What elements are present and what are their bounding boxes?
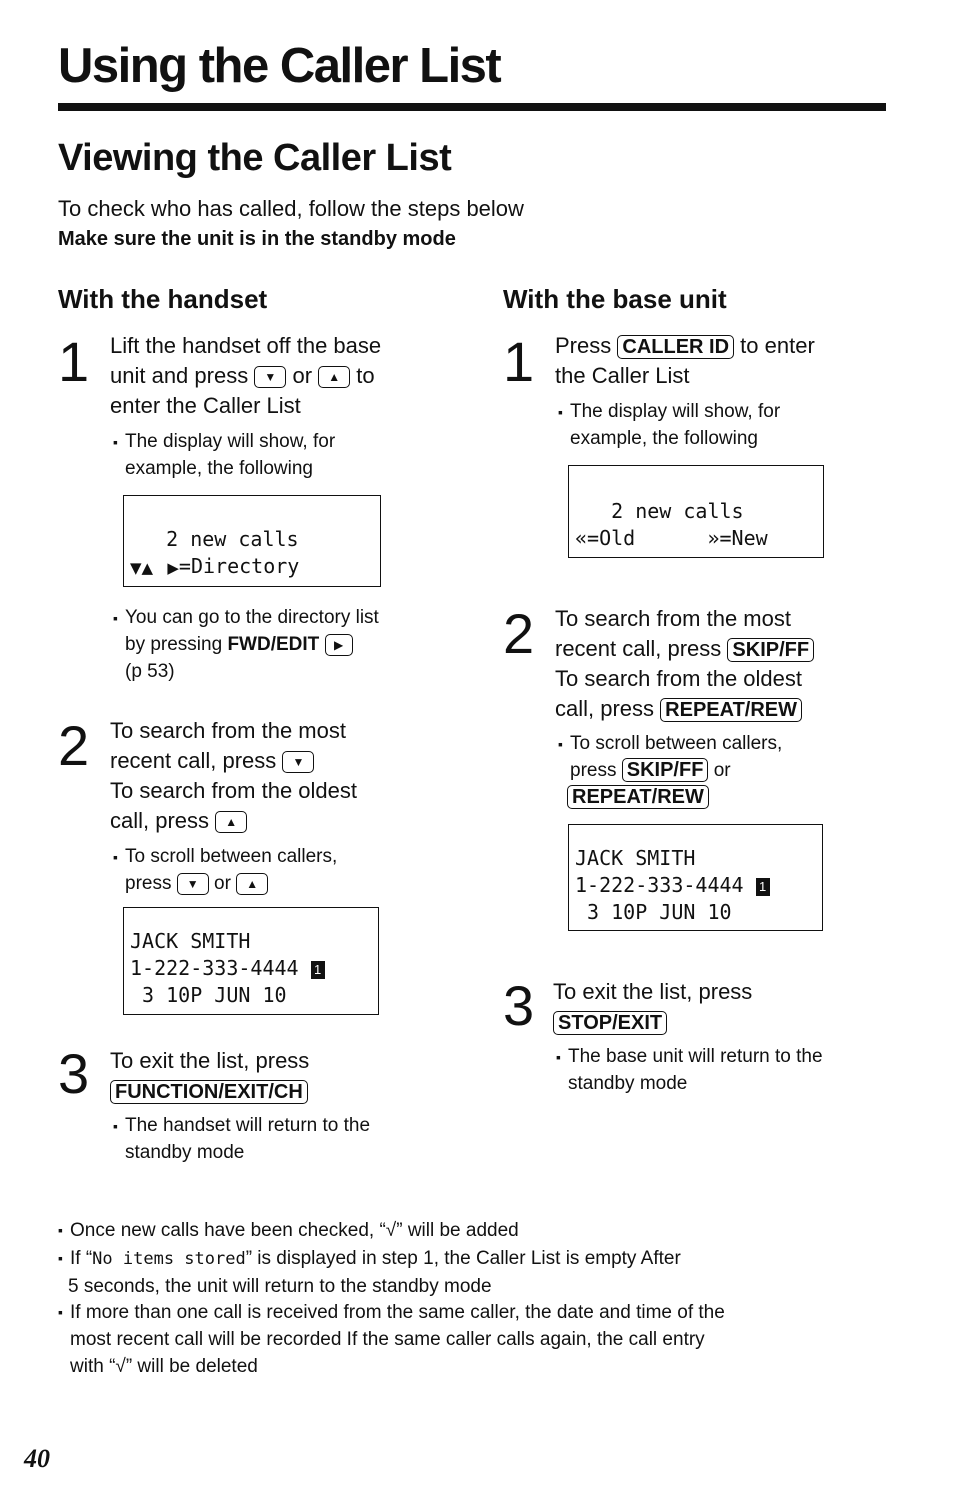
base-step2-line2 <box>555 634 895 664</box>
handset-step3-number: 3 <box>58 1042 90 1105</box>
handset-note2 <box>125 604 379 685</box>
right-arrow-icon: ▶ <box>325 634 353 656</box>
base-note2-or: or <box>713 760 731 781</box>
base-note2-press: press <box>570 760 617 781</box>
handset-step2-line2 <box>110 746 450 776</box>
handset-step1-or: or <box>292 363 313 388</box>
handset-step2-call-press: call, press <box>110 808 210 833</box>
handset-lcd2-name: JACK SMITH <box>130 929 251 953</box>
page-number: 40 <box>24 1444 50 1473</box>
handset-note2-line2 <box>125 631 379 658</box>
down-arrow-icon: ▼ <box>177 873 209 895</box>
no-items-stored-text: No items stored <box>92 1249 246 1269</box>
base-step2-number: 2 <box>503 602 535 665</box>
base-lcd1-line2: «=Old »=New <box>575 526 768 550</box>
handset-step1-press: unit and press <box>110 363 249 388</box>
footnote-same-caller-line1: ▪ If more than one call is received from the same caller, the date and time of the <box>70 1302 725 1323</box>
handset-note2-page-ref: (p 53) <box>125 661 175 682</box>
handset-step2-number: 2 <box>58 714 90 777</box>
handset-display-caller <box>123 907 379 1015</box>
handset-step1-line3: enter the Caller List <box>110 393 301 418</box>
base-lcd1-line1: 2 new calls <box>575 499 744 523</box>
handset-step2-line1: To search from the most <box>110 718 346 743</box>
base-step1-to-enter: to enter <box>740 333 815 358</box>
base-display-new-calls <box>568 465 824 558</box>
base-note2-line1: ▪ To scroll between callers, <box>570 733 783 754</box>
function-exit-ch-key: FUNCTION/EXIT/CH <box>110 1080 308 1104</box>
handset-note3-line2 <box>125 870 337 897</box>
handset-note1-line2: example, the following <box>125 458 313 479</box>
handset-step3-line2 <box>110 1076 450 1106</box>
base-step1-line1 <box>555 331 895 361</box>
handset-step2-line3: To search from the oldest <box>110 778 358 803</box>
footnote-empty-prefix: If “ <box>70 1248 93 1269</box>
footnote-empty-list <box>70 1245 870 1300</box>
down-arrow-icon: ▼ <box>254 366 286 388</box>
handset-step2-press: recent call, press <box>110 748 277 773</box>
handset-lcd2-badge: 1 <box>311 961 325 979</box>
caller-id-key: CALLER ID <box>617 335 734 359</box>
base-step1 <box>555 331 895 391</box>
handset-lcd1-arrows: ▼▲ ▶ <box>130 559 179 577</box>
section-title: Viewing the Caller List <box>58 137 452 179</box>
base-step2 <box>555 604 895 724</box>
handset-step1 <box>110 331 450 421</box>
handset-display-new-calls <box>123 495 381 587</box>
base-step3-line2 <box>553 1007 893 1037</box>
handset-lcd1-line2 <box>130 553 374 582</box>
base-step1-number: 1 <box>503 330 535 393</box>
title-rule <box>58 103 886 111</box>
base-step2-call-press: call, press <box>555 696 655 721</box>
handset-lcd2-number-row <box>130 955 372 982</box>
handset-note3-or: or <box>214 873 231 894</box>
base-lcd2-name: JACK SMITH <box>575 846 696 870</box>
footnote-same-caller-line2: most recent call will be recorded If the same caller calls again, the call entry <box>70 1329 705 1350</box>
base-step3 <box>553 977 893 1037</box>
handset-note3-line1: ▪ To scroll between callers, <box>125 846 338 867</box>
footnote-same-caller <box>70 1299 870 1380</box>
handset-note4-line1: ▪ The handset will return to the <box>125 1115 371 1136</box>
stop-exit-key: STOP/EXIT <box>553 1011 667 1035</box>
footnote-empty-line1 <box>70 1245 870 1273</box>
intro-bold-text: Make sure the unit is in the standby mode <box>58 228 456 250</box>
footnote-checked: ▪ Once new calls have been checked, “√” will be added <box>70 1217 870 1244</box>
base-step3-number: 3 <box>503 974 535 1037</box>
handset-step1-line2 <box>110 361 450 391</box>
intro-text: To check who has called, follow the steps below <box>58 196 524 221</box>
base-step3-line1: To exit the list, press <box>553 979 753 1004</box>
base-step1-line2: the Caller List <box>555 363 690 388</box>
down-arrow-icon: ▼ <box>282 751 314 773</box>
base-note2-line3 <box>567 784 782 811</box>
up-arrow-icon: ▲ <box>318 366 350 388</box>
handset-step1-to: to <box>356 363 375 388</box>
base-lcd2-time: 3 10P JUN 10 <box>575 900 732 924</box>
handset-note2-by-pressing: by pressing <box>125 634 223 655</box>
base-step1-press: Press <box>555 333 612 358</box>
handset-step1-line1: Lift the handset off the base <box>110 333 382 358</box>
base-note1-line1: ▪ The display will show, for <box>570 401 781 422</box>
base-note2-line2 <box>570 757 782 784</box>
base-lcd2-badge: 1 <box>756 878 770 896</box>
handset-step2 <box>110 716 450 836</box>
up-arrow-icon: ▲ <box>215 811 247 833</box>
footnote-same-caller-line3: with “√” will be deleted <box>70 1356 258 1377</box>
base-step2-line1: To search from the most <box>555 606 791 631</box>
handset-lcd1-directory: =Directory <box>178 554 300 578</box>
handset-lcd2-number: 1-222-333-4444 <box>130 956 299 980</box>
up-arrow-icon: ▲ <box>236 873 268 895</box>
handset-note4-line2: standby mode <box>125 1142 245 1163</box>
handset-note3-press: press <box>125 873 172 894</box>
handset-note3 <box>125 843 337 897</box>
handset-note1-line1: ▪ The display will show, for <box>125 431 336 452</box>
handset-heading: With the handset <box>58 284 268 314</box>
handset-note1 <box>125 428 335 482</box>
handset-note4 <box>125 1112 370 1166</box>
footnote-empty-line2: 5 seconds, the unit will return to the standby mode <box>68 1276 492 1297</box>
base-lcd2-number: 1-222-333-4444 <box>575 873 744 897</box>
base-step2-press: recent call, press <box>555 636 722 661</box>
handset-step2-line4 <box>110 806 450 836</box>
handset-note2-line1: ▪ You can go to the directory list <box>125 607 379 628</box>
base-step2-line4 <box>555 694 895 724</box>
handset-lcd1-line1: 2 new calls <box>130 527 299 551</box>
repeat-rew-key: REPEAT/REW <box>567 785 709 809</box>
base-heading: With the base unit <box>503 284 727 314</box>
base-note1-line2: example, the following <box>570 428 758 449</box>
base-note1 <box>570 398 780 452</box>
handset-lcd2-time: 3 10P JUN 10 <box>130 983 287 1007</box>
base-display-caller <box>568 824 823 931</box>
base-note3-line2: standby mode <box>568 1073 688 1094</box>
footnote-empty-suffix: ” is displayed in step 1, the Caller List is empty After <box>245 1248 681 1269</box>
base-lcd2-number-row <box>575 872 816 899</box>
page-title: Using the Caller List <box>58 39 501 93</box>
handset-step3 <box>110 1046 450 1106</box>
base-note2 <box>570 730 782 811</box>
handset-step3-line1: To exit the list, press <box>110 1048 310 1073</box>
fwd-edit-label: FWD/EDIT <box>227 634 320 655</box>
skip-ff-key: SKIP/FF <box>622 758 709 782</box>
repeat-rew-key: REPEAT/REW <box>660 698 802 722</box>
skip-ff-key: SKIP/FF <box>727 638 814 662</box>
base-note3 <box>568 1043 823 1097</box>
base-note3-line1: ▪ The base unit will return to the <box>568 1046 823 1067</box>
base-step2-line3: To search from the oldest <box>555 666 803 691</box>
handset-step1-number: 1 <box>58 330 90 393</box>
